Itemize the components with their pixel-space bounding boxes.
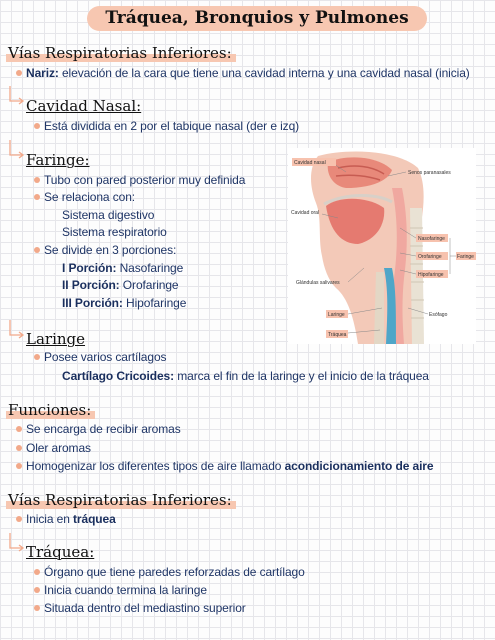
branch-arrow-icon <box>8 86 26 108</box>
porcion-label: III Porción: <box>62 296 123 310</box>
heading-traquea: Tráquea: <box>26 543 95 561</box>
cricoides-line <box>62 368 429 384</box>
bullet-icon <box>34 605 40 611</box>
traquea-item-2 <box>34 582 207 598</box>
label-faringe: Faringe <box>457 254 474 260</box>
porcion-label: II Porción: <box>62 278 120 292</box>
section-heading-funciones: Funciones: <box>6 401 95 419</box>
section-heading-vias-1: Vías Respiratorias Inferiores: <box>6 44 236 62</box>
relaciona-digestivo: Sistema digestivo <box>62 208 155 222</box>
bullet-icon <box>34 123 40 129</box>
branch-arrow-icon <box>8 533 26 555</box>
bullet-icon <box>34 587 40 593</box>
bullet-icon <box>16 516 22 522</box>
laringe-item <box>34 349 166 365</box>
heading-cavidad-nasal: Cavidad Nasal: <box>26 97 142 115</box>
label-laringe: Laringe <box>328 312 345 318</box>
inicia-line <box>16 511 116 527</box>
label-nasofaringe: Nasofaringe <box>418 236 445 242</box>
funcion-item-2 <box>16 440 91 456</box>
branch-arrow-icon <box>8 320 26 342</box>
cricoides-text: marca el fin de la laringe y el inicio de la tráquea <box>174 369 429 383</box>
traquea-text: Órgano que tiene paredes reforzadas de cartílago <box>44 565 305 579</box>
nariz-text: elevación de la cara que tiene una cavidad interna y una cavidad nasal (inicia) <box>58 66 470 80</box>
bullet-icon <box>34 247 40 253</box>
faringe-item-3 <box>34 242 176 258</box>
traquea-item-3 <box>34 600 246 616</box>
funcion-text: Oler aromas <box>26 441 91 455</box>
bullet-icon <box>16 426 22 432</box>
funcion-bold: acondicionamiento de aire <box>284 459 434 473</box>
porcion-2 <box>62 277 179 293</box>
traquea-item-1 <box>34 564 305 580</box>
relaciona-respiratorio: Sistema respiratorio <box>62 225 167 239</box>
porcion-value: Hipofaringe <box>122 296 187 310</box>
label-cavidad-nasal: Cavidad nasal <box>294 160 326 166</box>
traquea-text: Inicia cuando termina la laringe <box>44 583 207 597</box>
funcion-item-1 <box>16 421 181 437</box>
funcion-item-3 <box>16 458 433 474</box>
faringe-item-2 <box>34 189 135 205</box>
porcion-value: Orofaringe <box>119 278 179 292</box>
section-heading-vias-2: Vías Respiratorias Inferiores: <box>6 491 236 509</box>
label-senos: Senos paranasales <box>408 170 451 176</box>
heading-laringe: Laringe <box>26 330 86 348</box>
label-traquea: Tráquea <box>328 332 347 338</box>
faringe-item-text: Se relaciona con: <box>44 190 136 204</box>
faringe-item-1 <box>34 172 245 188</box>
laringe-item-text: Posee varios cartílagos <box>44 350 167 364</box>
porcion-value: Nasofaringe <box>116 261 184 275</box>
label-glandulas: Glándulas salivares <box>296 280 340 286</box>
branch-arrow-icon <box>8 140 26 162</box>
label-hipofaringe: Hipofaringe <box>418 272 444 278</box>
cricoides-label: Cartílago Cricoides: <box>62 369 175 383</box>
traquea-text: Situada dentro del mediastino superior <box>44 601 246 615</box>
bullet-icon <box>16 463 22 469</box>
porcion-label: I Porción: <box>62 261 117 275</box>
label-orofaringe: Orofaringe <box>418 254 442 260</box>
cavidad-line <box>34 118 299 134</box>
funcion-text: Homogenizar los diferentes tipos de aire llamado <box>26 459 285 473</box>
funcion-text: Se encarga de recibir aromas <box>26 422 181 436</box>
inicia-bold: tráquea <box>73 512 116 526</box>
bullet-icon <box>16 445 22 451</box>
bullet-icon <box>34 194 40 200</box>
bullet-icon <box>34 569 40 575</box>
bullet-icon <box>34 177 40 183</box>
nariz-line <box>16 65 470 81</box>
cavidad-text: Está dividida en 2 por el tabique nasal (der e izq) <box>44 119 300 133</box>
bullet-icon <box>34 354 40 360</box>
label-cavidad-oral: Cavidad oral <box>291 210 320 216</box>
heading-faringe: Faringe: <box>26 151 90 169</box>
pharynx-anatomy-diagram <box>288 148 476 344</box>
porcion-3 <box>62 295 186 311</box>
nariz-label: Nariz: <box>26 66 59 80</box>
label-esofago: Esófago <box>429 312 448 318</box>
faringe-item-text: Se divide en 3 porciones: <box>44 243 177 257</box>
inicia-text: Inicia en <box>26 512 74 526</box>
faringe-item-text: Tubo con pared posterior muy definida <box>44 173 246 187</box>
bullet-icon <box>16 70 22 76</box>
page-title: Tráquea, Bronquios y Pulmones <box>87 6 427 31</box>
porcion-1 <box>62 260 183 276</box>
